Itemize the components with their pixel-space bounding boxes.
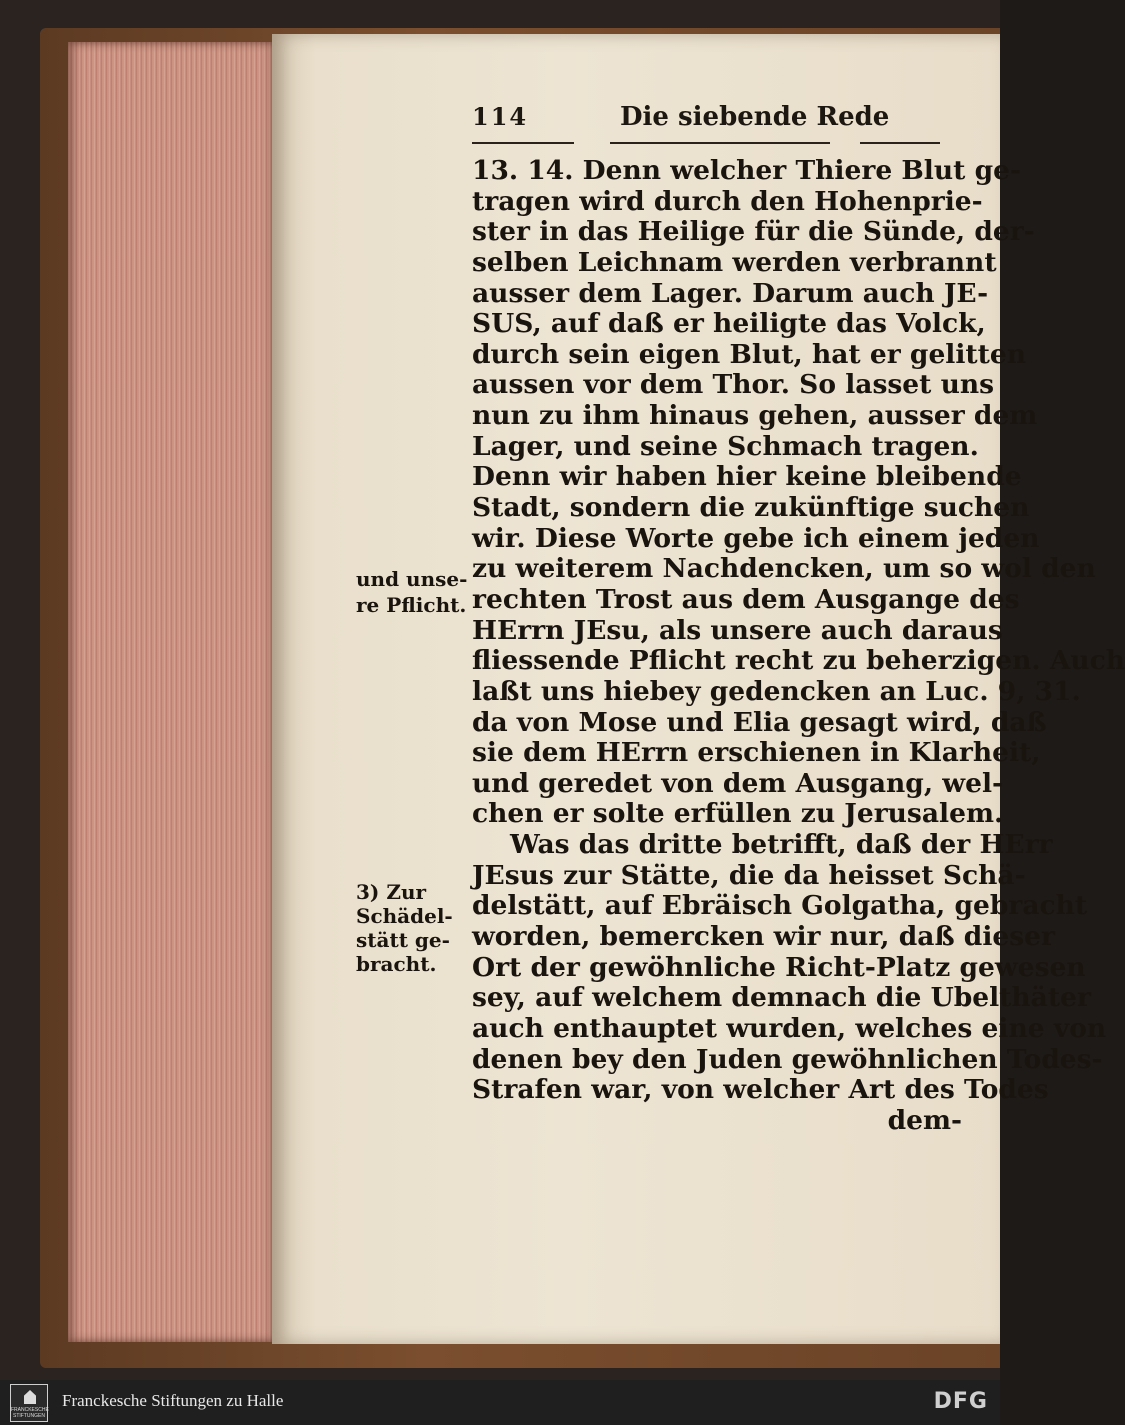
text-line: tragen wird durch den Hohenprie- (472, 185, 983, 217)
margin-note (356, 566, 468, 618)
catchword: dem- (887, 1104, 962, 1136)
running-head: Die siebende Rede (620, 102, 890, 132)
page-edges (68, 42, 278, 1342)
margin-note-line: stätt ge- (356, 928, 450, 952)
page-header (472, 102, 942, 142)
margin-note-line: und unse- (356, 567, 468, 591)
text-line: Was das dritte betrifft, daß der HErr (510, 829, 1053, 861)
text-line: durch sein eigen Blut, hat er gelitten (472, 338, 1027, 370)
text-line: da von Mose und Elia gesagt wird, daß (472, 706, 1047, 738)
text-line: und geredet von dem Ausgang, wel- (472, 767, 1004, 799)
margin-note (356, 880, 468, 976)
text-line: wir. Diese Worte gebe ich einem jeden (472, 522, 1040, 554)
text-line: SUS, auf daß er heiligte das Volck, (472, 308, 986, 340)
text-line: aussen vor dem Thor. So lasset uns (472, 369, 995, 401)
text-line: laßt uns hiebey gedencken an Luc. 9, 31. (472, 675, 1081, 707)
institution-logo[interactable] (10, 1384, 48, 1422)
text-line: Denn wir haben hier keine bleibende (472, 461, 1022, 493)
page-number: 114 (472, 102, 529, 131)
text-line: Ort der gewöhnliche Richt-Platz gewesen (472, 951, 1086, 983)
text-line: sie dem HErrn erschienen in Klarheit, (472, 737, 1041, 769)
body-text (472, 155, 1125, 1137)
text-line: 13. 14. Denn welcher Thiere Blut ge- (472, 155, 1021, 186)
text-line: Stadt, sondern die zukünftige suchen (472, 492, 1030, 524)
text-line: denen bey den Juden gewöhnlichen Todes- (472, 1043, 1103, 1075)
institution-name[interactable]: Franckesche Stiftungen zu Halle (62, 1391, 284, 1410)
building-icon (24, 1390, 36, 1404)
margin-note-line: Schädel- (356, 904, 453, 928)
footer-bar (0, 1380, 1000, 1425)
logo-text: FRANCKESCHE STIFTUNGEN (11, 1407, 49, 1419)
text-line: ster in das Heilige für die Sünde, der- (472, 216, 1035, 248)
text-line: zu weiterem Nachdencken, um so wol den (472, 553, 1096, 585)
header-rule-left (472, 142, 574, 144)
text-line: Strafen war, von welcher Art des Todes (472, 1074, 1049, 1106)
margin-note-line: bracht. (356, 952, 437, 976)
text-line: chen er solte erfüllen zu Jerusalem. (472, 798, 1004, 830)
header-rule-middle (610, 142, 830, 144)
header-rule-right (860, 142, 940, 144)
text-line: Lager, und seine Schmach tragen. (472, 430, 979, 462)
text-line: nun zu ihm hinaus gehen, ausser dem (472, 400, 1038, 432)
text-line: sey, auf welchem demnach die Ubelthäter (472, 982, 1091, 1014)
text-line: worden, bemercken wir nur, daß dieser (472, 921, 1055, 953)
text-line: ausser dem Lager. Darum auch JE- (472, 277, 989, 309)
text-line: delstätt, auf Ebräisch Golgatha, gebracht (472, 890, 1088, 922)
text-line: JEsus zur Stätte, die da heisset Schä- (472, 859, 1026, 891)
margin-note-line: re Pflicht. (356, 593, 467, 617)
text-line: selben Leichnam werden verbrannt (472, 246, 997, 278)
text-line: rechten Trost aus dem Ausgange des (472, 583, 1020, 615)
text-line: fliessende Pflicht recht zu beherzigen. Auch (472, 645, 1125, 677)
text-line: HErrn JEsu, als unsere auch daraus (472, 614, 1003, 646)
text-line: auch enthauptet wurden, welches eine von (472, 1012, 1107, 1044)
dfg-logo[interactable]: DFG (933, 1389, 988, 1414)
margin-note-line: 3) Zur (356, 880, 427, 904)
